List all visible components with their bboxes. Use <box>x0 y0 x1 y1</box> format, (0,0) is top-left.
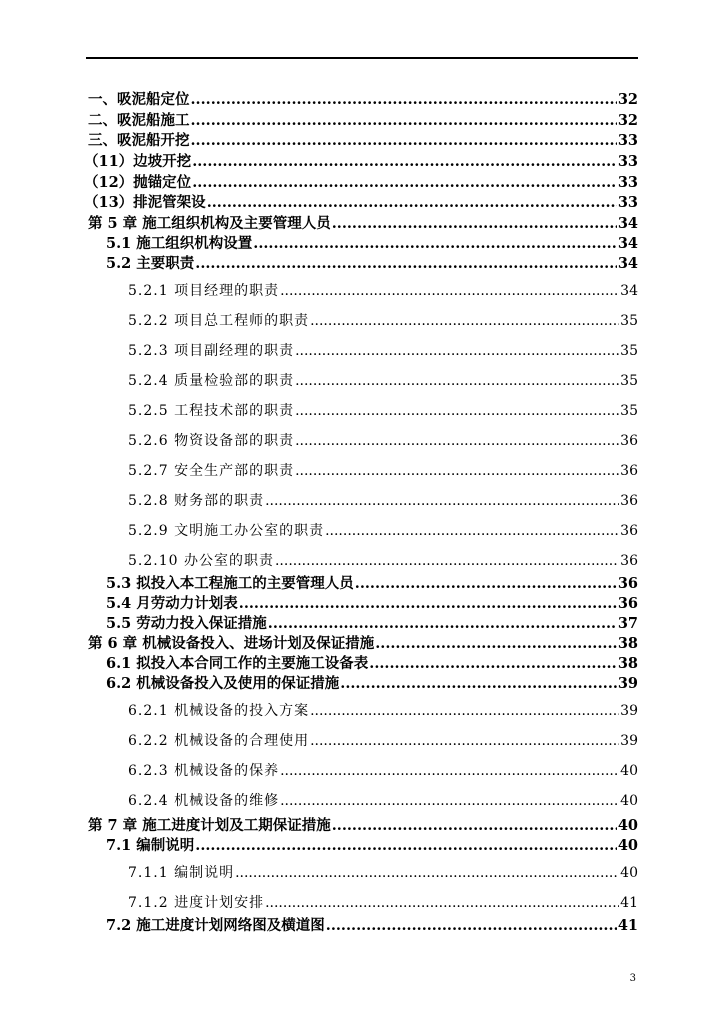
toc-entry[interactable] <box>128 730 638 750</box>
toc-entry-text: 6.2 机械设备投入及使用的保证措施 <box>106 675 340 692</box>
toc-entry-page: 32 <box>617 91 638 108</box>
toc-entry-page: 39 <box>617 675 638 692</box>
toc-entry-page: 33 <box>617 194 638 211</box>
toc-entry-text: 5.2.5 工程技术部的职责 <box>128 403 295 419</box>
toc-entry-text: 5.2.7 安全生产部的职责 <box>128 463 295 479</box>
toc-leader-dots <box>310 703 619 719</box>
toc-entry-page: 33 <box>617 153 638 170</box>
toc-entry-text: 7.1 编制说明 <box>106 837 195 854</box>
toc-leader-dots <box>332 817 617 834</box>
toc-entry-page: 40 <box>620 763 638 779</box>
toc-entry-text: （11）边坡开挖 <box>84 153 192 170</box>
toc-entry-page: 40 <box>620 865 638 881</box>
toc-entry[interactable] <box>106 834 638 855</box>
toc-entry-page: 38 <box>617 635 638 652</box>
toc-leader-dots <box>375 635 617 652</box>
toc-entry-text: 6.2.2 机械设备的合理使用 <box>128 733 310 749</box>
toc-entry[interactable] <box>128 790 638 810</box>
toc-entry-text: 5.2.9 文明施工办公室的职责 <box>128 523 325 539</box>
toc-leader-dots <box>280 793 619 809</box>
toc-leader-dots <box>192 153 617 170</box>
toc-entry[interactable] <box>128 370 638 390</box>
toc-entry[interactable] <box>106 592 638 613</box>
toc-entry-page: 35 <box>620 373 638 389</box>
toc-entry-text: 5.2.1 项目经理的职责 <box>128 283 280 299</box>
toc-entry-text: （13）排泥管架设 <box>84 194 206 211</box>
toc-entry-text: 5.1 施工组织机构设置 <box>106 235 253 252</box>
toc-leader-dots <box>268 615 617 632</box>
toc-entry-page: 33 <box>617 132 638 149</box>
toc-leader-dots <box>207 194 617 211</box>
toc-leader-dots <box>192 174 617 191</box>
toc-leader-dots <box>280 763 619 779</box>
toc-leader-dots <box>369 655 617 672</box>
toc-leader-dots <box>275 553 619 569</box>
toc-entry[interactable] <box>128 862 638 882</box>
toc-entry-text: 5.2.6 物资设备部的职责 <box>128 433 295 449</box>
toc-entry[interactable] <box>128 892 638 912</box>
toc-entry-text: 5.2 主要职责 <box>106 255 195 272</box>
toc-entry-text: 5.2.10 办公室的职责 <box>128 553 274 569</box>
toc-entry-page: 32 <box>617 112 638 129</box>
toc-entry[interactable] <box>128 520 638 540</box>
toc-entry-text: 6.2.4 机械设备的维修 <box>128 793 280 809</box>
toc-entry-page: 39 <box>620 733 638 749</box>
toc-leader-dots <box>195 255 617 272</box>
toc-leader-dots <box>295 463 619 479</box>
toc-entry[interactable] <box>88 88 638 109</box>
toc-entry-text: 5.5 劳动力投入保证措施 <box>106 615 267 632</box>
toc-leader-dots <box>235 865 619 881</box>
toc-entry-text: 5.3 拟投入本工程施工的主要管理人员 <box>106 575 354 592</box>
toc-entry-text: 第 6 章 机械设备投入、进场计划及保证措施 <box>88 635 375 652</box>
toc-entry-text: 7.2 施工进度计划网络图及横道图 <box>106 917 325 934</box>
toc-entry[interactable] <box>106 652 638 673</box>
toc-entry[interactable] <box>128 490 638 510</box>
toc-leader-dots <box>355 575 617 592</box>
toc-entry[interactable] <box>88 129 638 150</box>
toc-entry-text: 6.1 拟投入本合同工作的主要施工设备表 <box>106 655 369 672</box>
toc-leader-dots <box>253 235 617 252</box>
toc-leader-dots <box>191 112 617 129</box>
toc-leader-dots <box>325 523 619 539</box>
toc-leader-dots <box>295 373 619 389</box>
toc-entry[interactable] <box>88 212 638 233</box>
toc-entry-text: 5.2.8 财务部的职责 <box>128 493 265 509</box>
toc-entry-text: 7.1.2 进度计划安排 <box>128 895 265 911</box>
toc-leader-dots <box>332 215 617 232</box>
toc-entry-page: 34 <box>617 215 638 232</box>
toc-entry[interactable] <box>128 340 638 360</box>
toc-entry-page: 36 <box>620 433 638 449</box>
toc-leader-dots <box>239 595 617 612</box>
toc-entry-page: 35 <box>620 403 638 419</box>
toc-entry[interactable] <box>106 672 638 693</box>
toc-leader-dots <box>265 895 619 911</box>
toc-leader-dots <box>340 675 617 692</box>
toc-entry[interactable] <box>128 400 638 420</box>
toc-entry-page: 39 <box>620 703 638 719</box>
toc-entry-page: 36 <box>620 463 638 479</box>
toc-entry[interactable] <box>128 280 638 300</box>
toc-entry[interactable] <box>128 430 638 450</box>
toc-entry[interactable] <box>128 460 638 480</box>
toc-entry-page: 35 <box>620 343 638 359</box>
toc-leader-dots <box>295 433 619 449</box>
toc-leader-dots <box>326 917 617 934</box>
toc-entry-text: 5.2.2 项目总工程师的职责 <box>128 313 310 329</box>
toc-entry[interactable] <box>128 550 638 570</box>
toc-entry-page: 40 <box>617 817 638 834</box>
toc-entry-page: 40 <box>617 837 638 854</box>
toc-entry[interactable] <box>106 232 638 253</box>
toc-leader-dots <box>310 313 619 329</box>
toc-entry[interactable] <box>128 310 638 330</box>
toc-entry[interactable] <box>84 150 638 171</box>
toc-entry-text: 7.1.1 编制说明 <box>128 865 235 881</box>
toc-entry[interactable] <box>106 612 638 633</box>
toc-leader-dots <box>295 343 619 359</box>
toc-entry[interactable] <box>88 632 638 653</box>
toc-entry-text: （12）抛锚定位 <box>84 174 192 191</box>
toc-entry-text: 第 5 章 施工组织机构及主要管理人员 <box>88 215 331 232</box>
toc-entry-page: 36 <box>617 575 638 592</box>
toc-leader-dots <box>310 733 619 749</box>
toc-entry[interactable] <box>128 700 638 720</box>
toc-entry-text: 5.2.3 项目副经理的职责 <box>128 343 295 359</box>
toc-entry[interactable] <box>106 252 638 273</box>
toc-entry-page: 36 <box>620 553 638 569</box>
page-number: 3 <box>629 973 636 984</box>
toc-entry[interactable] <box>84 171 638 192</box>
toc-leader-dots <box>195 837 617 854</box>
toc-leader-dots <box>295 403 619 419</box>
toc-entry[interactable] <box>106 914 638 935</box>
toc-entry-text: 6.2.3 机械设备的保养 <box>128 763 280 779</box>
toc-entry-text: 一、吸泥船定位 <box>88 91 190 108</box>
toc-leader-dots <box>280 283 619 299</box>
toc-entry[interactable] <box>128 760 638 780</box>
toc-entry[interactable] <box>84 191 638 212</box>
toc-entry[interactable] <box>88 109 638 130</box>
toc-entry-page: 34 <box>620 283 638 299</box>
toc-entry-text: 5.2.4 质量检验部的职责 <box>128 373 295 389</box>
toc-leader-dots <box>191 91 617 108</box>
toc-entry-text: 6.2.1 机械设备的投入方案 <box>128 703 310 719</box>
toc-entry-text: 第 7 章 施工进度计划及工期保证措施 <box>88 817 331 834</box>
toc-entry-text: 5.4 月劳动力计划表 <box>106 595 238 612</box>
toc-entry-page: 36 <box>617 595 638 612</box>
toc-entry-page: 36 <box>620 493 638 509</box>
toc-entry-page: 36 <box>620 523 638 539</box>
toc-entry-page: 34 <box>617 235 638 252</box>
toc-entry-page: 38 <box>617 655 638 672</box>
toc-entry-page: 41 <box>620 895 638 911</box>
toc-leader-dots <box>191 132 617 149</box>
toc-entry[interactable] <box>106 572 638 593</box>
toc-entry-page: 37 <box>617 615 638 632</box>
toc-entry-text: 三、吸泥船开挖 <box>88 132 190 149</box>
toc-entry-page: 41 <box>617 917 638 934</box>
toc-entry-page: 34 <box>617 255 638 272</box>
toc-entry[interactable] <box>88 814 638 835</box>
toc-entry-page: 33 <box>617 174 638 191</box>
toc-leader-dots <box>265 493 619 509</box>
toc-entry-page: 40 <box>620 793 638 809</box>
toc-entry-page: 35 <box>620 313 638 329</box>
toc-entry-text: 二、吸泥船施工 <box>88 112 190 129</box>
